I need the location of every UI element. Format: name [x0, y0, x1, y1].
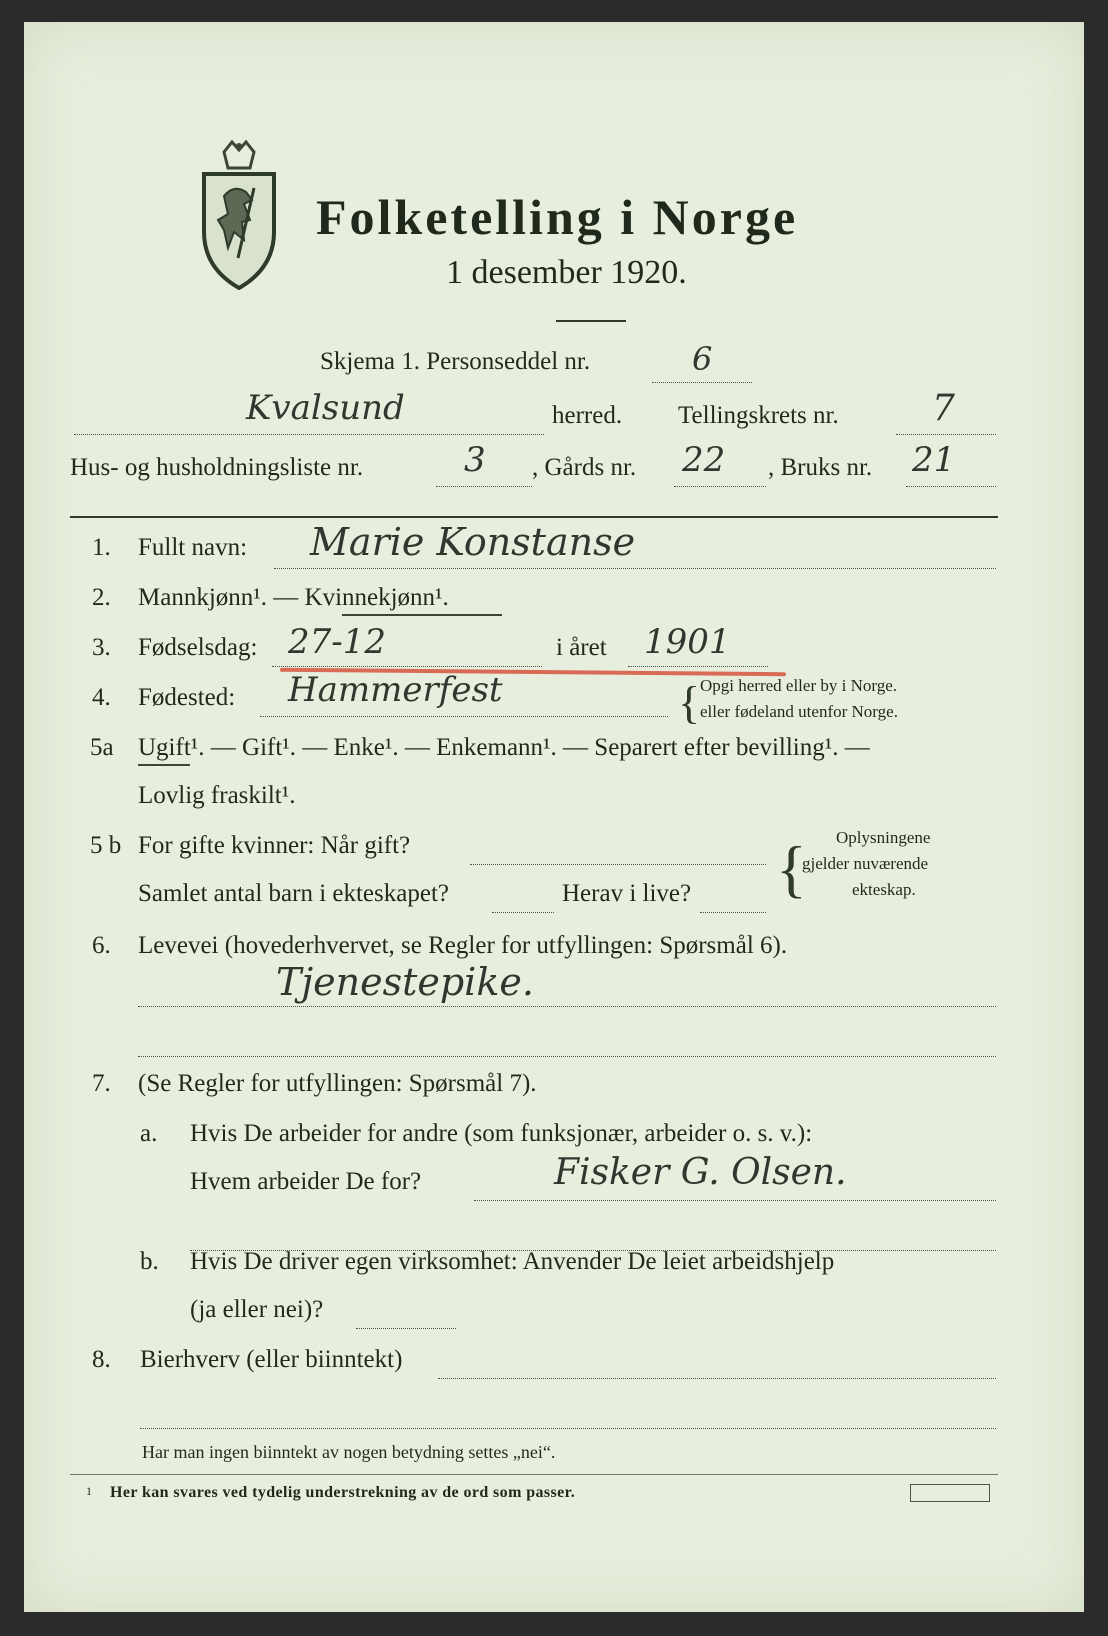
q5a-number: 5a	[90, 734, 114, 761]
census-date: 1 desember 1920.	[446, 254, 687, 291]
q7-number: 7.	[92, 1070, 111, 1097]
q5b-brace: {	[776, 833, 807, 904]
herred-label: herred.	[552, 402, 623, 429]
q5b-number: 5 b	[90, 832, 122, 859]
skjema-line	[652, 382, 752, 383]
title-divider	[556, 320, 626, 322]
skjema-value[interactable]: 6	[692, 340, 713, 378]
q6-number: 6.	[92, 932, 111, 959]
marital-status-options: Ugift¹. — Gift¹. — Enke¹. — Enkemann¹. — Separert efter bevilling¹. —	[138, 734, 870, 761]
q6-line-2	[138, 1056, 996, 1057]
gender-options: Mannkjønn¹. — Kvinnekjønn¹.	[138, 584, 449, 611]
bruks-value[interactable]: 21	[912, 440, 956, 480]
printer-stamp-icon	[910, 1484, 990, 1502]
q4-note-line2: eller fødeland utenfor Norge.	[700, 702, 898, 721]
q8-number: 8.	[92, 1346, 111, 1373]
birthyear-value[interactable]: 1901	[644, 622, 731, 662]
gards-label: , Gårds nr.	[532, 454, 637, 481]
husliste-value[interactable]: 3	[464, 440, 486, 480]
side-income-line-2	[140, 1428, 996, 1429]
employer-value[interactable]: Fisker G. Olsen.	[554, 1152, 847, 1193]
hired-help-line	[356, 1328, 456, 1329]
bruks-line	[906, 486, 996, 487]
tellingskrets-line	[896, 434, 996, 435]
q4-line	[260, 716, 668, 717]
footer-note: Har man ingen biinntekt av nogen betydning settes „nei“.	[142, 1442, 556, 1462]
gender-underline	[342, 614, 502, 616]
husliste-label: Hus- og husholdningsliste nr.	[70, 454, 364, 481]
q4-note-line1: Opgi herred eller by i Norge.	[700, 676, 898, 695]
form-title: Folketelling i Norge	[316, 189, 799, 245]
q5b-line1: For gifte kvinner: Når gift?	[138, 832, 411, 859]
header-rule	[70, 516, 998, 518]
birthplace-value[interactable]: Hammerfest	[288, 670, 503, 710]
census-form	[24, 22, 1084, 1612]
children-count-line	[492, 912, 554, 913]
q3-line	[272, 666, 542, 667]
gards-line	[674, 486, 766, 487]
q3-label: Fødselsdag:	[138, 634, 258, 661]
q5b-note-3: ekteskap.	[852, 880, 916, 899]
q7b-line2: (ja eller nei)?	[190, 1296, 324, 1323]
q6-line-1	[138, 1006, 996, 1007]
birthdate-value[interactable]: 27-12	[288, 622, 387, 662]
q2-number: 2.	[92, 584, 111, 611]
q4-brace: {	[678, 677, 701, 728]
married-date-line	[470, 864, 766, 865]
full-name-value[interactable]: Marie Konstanse	[310, 520, 636, 564]
q5b-note-1: Oplysningene	[836, 828, 931, 847]
footer-rule	[70, 1474, 998, 1475]
gards-value[interactable]: 22	[682, 440, 726, 480]
footnote-number: 1	[86, 1484, 92, 1498]
employer-line	[474, 1200, 996, 1201]
herred-value[interactable]: Kvalsund	[246, 388, 405, 428]
q3-year-label: i året	[556, 634, 607, 661]
q1-number: 1.	[92, 534, 111, 561]
q7a-line1: Hvis De arbeider for andre (som funksjonær, arbeider o. s. v.):	[190, 1120, 813, 1147]
q4-label: Fødested:	[138, 684, 236, 711]
q6-label: Levevei (hovederhvervet, se Regler for utfyllingen: Spørsmål 6).	[138, 932, 788, 959]
occupation-value[interactable]: Tjenestepike.	[276, 960, 534, 1004]
ugift-underline	[138, 764, 190, 766]
footnote-text: Her kan svares ved tydelig understrekning av de ord som passer.	[110, 1484, 576, 1501]
tellingskrets-value[interactable]: 7	[932, 388, 955, 429]
q5b-children-label: Samlet antal barn i ekteskapet?	[138, 880, 449, 907]
husliste-line	[436, 486, 532, 487]
tellingskrets-label: Tellingskrets nr.	[678, 402, 839, 429]
q4-number: 4.	[92, 684, 111, 711]
norway-coat-of-arms-icon	[194, 140, 284, 290]
q3-year-line	[628, 666, 768, 667]
q7a-letter: a.	[140, 1120, 158, 1147]
q7b-line1: Hvis De driver egen virksomhet: Anvender De leiet arbeidshjelp	[190, 1248, 835, 1275]
q3-number: 3.	[92, 634, 111, 661]
q5b-alive-label: Herav i live?	[562, 880, 692, 907]
children-alive-line	[700, 912, 766, 913]
q1-label: Fullt navn:	[138, 534, 248, 561]
q7-label: (Se Regler for utfyllingen: Spørsmål 7).	[138, 1070, 537, 1097]
q7b-letter: b.	[140, 1248, 159, 1275]
bruks-label: , Bruks nr.	[768, 454, 873, 481]
q8-label: Bierhverv (eller biinntekt)	[140, 1346, 403, 1373]
herred-line	[74, 434, 544, 435]
q1-line	[274, 568, 996, 569]
q5b-note-2: gjelder nuværende	[802, 854, 929, 873]
skjema-label: Skjema 1. Personseddel nr.	[320, 348, 591, 375]
side-income-line	[438, 1378, 996, 1379]
q7a-line2: Hvem arbeider De for?	[190, 1168, 422, 1195]
marital-status-options-2: Lovlig fraskilt¹.	[138, 782, 296, 809]
